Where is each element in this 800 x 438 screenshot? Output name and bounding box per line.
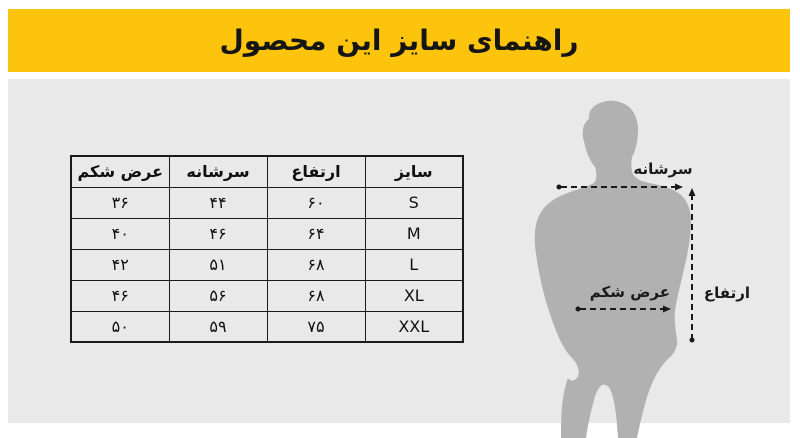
- cell-belly: ۴۰: [71, 218, 169, 249]
- height-line-arrow: [689, 188, 696, 196]
- table-header-row: [71, 156, 463, 187]
- size-table: [70, 155, 464, 343]
- cell-size: L: [365, 249, 463, 280]
- cell-belly: ۳۶: [71, 187, 169, 218]
- height-line-dot: [690, 338, 695, 343]
- cell-height: ۶۴: [267, 218, 365, 249]
- table-row: [71, 311, 463, 342]
- table-row: [71, 187, 463, 218]
- col-header-size: سایز: [365, 156, 463, 187]
- table-row: [71, 249, 463, 280]
- shoulder-line-arrow: [675, 184, 683, 191]
- man-silhouette-figure: [525, 95, 710, 438]
- height-label: ارتفاع: [703, 284, 750, 302]
- belly-label: عرض شکم: [589, 283, 670, 301]
- shoulder-line-dot: [557, 185, 562, 190]
- cell-shoulder: ۵۱: [169, 249, 267, 280]
- col-header-height: ارتفاع: [267, 156, 365, 187]
- title-banner: [8, 9, 790, 72]
- cell-shoulder: ۵۶: [169, 280, 267, 311]
- cell-shoulder: ۵۹: [169, 311, 267, 342]
- table-row: [71, 280, 463, 311]
- cell-shoulder: ۴۶: [169, 218, 267, 249]
- belly-line-dot: [576, 307, 581, 312]
- page-title: راهنمای سایز این محصول: [219, 24, 579, 57]
- col-header-belly: عرض شکم: [71, 156, 169, 187]
- cell-size: XXL: [365, 311, 463, 342]
- cell-height: ۶۸: [267, 249, 365, 280]
- man-silhouette: [535, 101, 691, 438]
- cell-size: S: [365, 187, 463, 218]
- table-row: [71, 218, 463, 249]
- cell-belly: ۴۲: [71, 249, 169, 280]
- cell-height: ۶۰: [267, 187, 365, 218]
- cell-height: ۷۵: [267, 311, 365, 342]
- cell-belly: ۴۶: [71, 280, 169, 311]
- shoulder-label: سرشانه: [633, 160, 693, 178]
- cell-size: XL: [365, 280, 463, 311]
- cell-size: M: [365, 218, 463, 249]
- col-header-shoulder: سرشانه: [169, 156, 267, 187]
- cell-belly: ۵۰: [71, 311, 169, 342]
- cell-shoulder: ۴۴: [169, 187, 267, 218]
- cell-height: ۶۸: [267, 280, 365, 311]
